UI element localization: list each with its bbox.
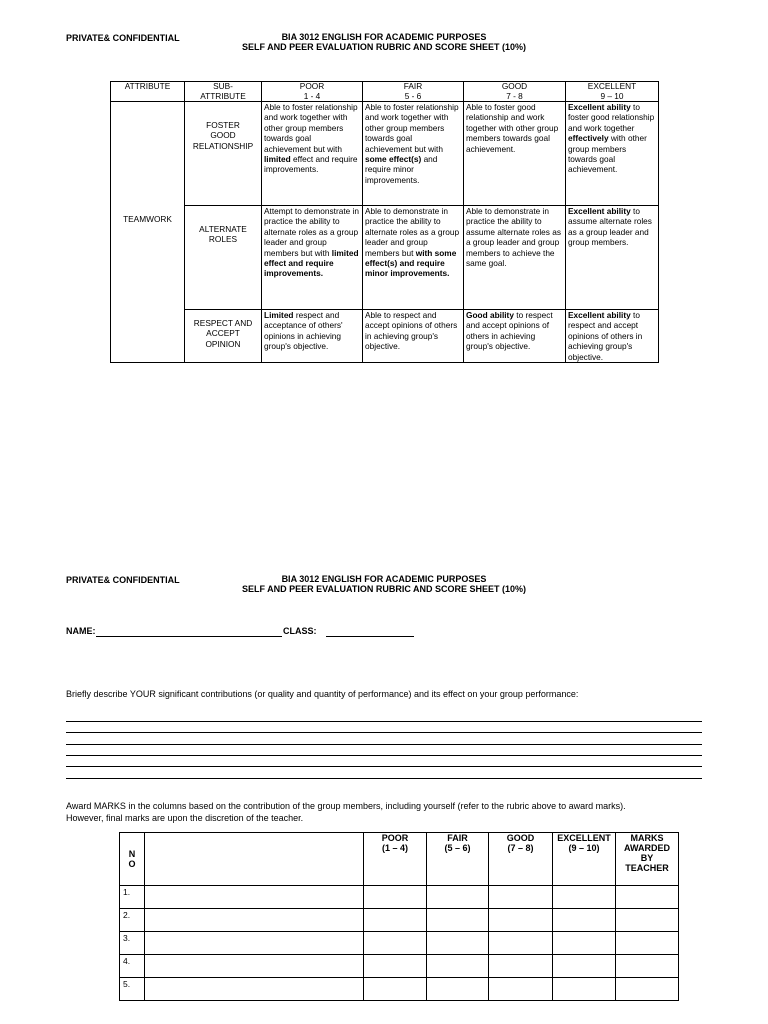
respect-poor-cell: [262, 310, 363, 363]
foster-fair-cell: [363, 102, 464, 206]
good-score-cell[interactable]: [489, 886, 553, 909]
excellent-header: [566, 82, 659, 102]
good-score-label: GOOD: [506, 833, 535, 843]
award-instructions: [66, 800, 626, 824]
cell-text: to assume alternate roles as a group leader and group members.: [568, 206, 652, 248]
table-row: [120, 932, 679, 955]
cell-text: with other group members towards goal achievement.: [568, 133, 647, 175]
good-score-cell[interactable]: [489, 978, 553, 1001]
excellent-score-label: EXCELLENT: [557, 833, 611, 843]
sub-attribute-line: ROLES: [208, 234, 238, 245]
good-score-cell[interactable]: [489, 955, 553, 978]
marks-header-line: MARKS: [630, 833, 664, 843]
rubric-header-row: [111, 82, 659, 102]
good-score-range: (7 – 8): [507, 843, 534, 853]
cell-text: to foster good relationship and work together: [568, 102, 655, 133]
attribute-header: ATTRIBUTE: [111, 82, 185, 102]
good-header: [464, 82, 566, 102]
respect-good-cell: [464, 310, 566, 363]
cell-text: Able to foster relationship and work together with other group members towards goal achievement but with: [264, 102, 358, 154]
table-row: [120, 886, 679, 909]
alternate-good-cell: Able to demonstrate in practice the ability to assume alternate roles as a group leader and group members to achieve the same goal.: [464, 206, 566, 310]
award-instructions-line1: Award MARKS in the columns based on the contribution of the group members, including yourself (refer to the rubric above to award marks).: [66, 801, 626, 811]
cell-emphasis: with some effect(s) and require minor improvements.: [365, 247, 457, 279]
fair-score-cell[interactable]: [427, 978, 489, 1001]
good-header-label: GOOD: [501, 81, 528, 91]
sub-attribute-respect: [185, 310, 262, 363]
confidential-label-2: PRIVATE& CONFIDENTIAL: [66, 575, 180, 585]
poor-score-cell[interactable]: [364, 978, 427, 1001]
rubric-row-alternate: [111, 206, 659, 310]
member-name-cell[interactable]: [145, 909, 364, 932]
answer-line[interactable]: [66, 744, 702, 745]
foster-good-cell: Able to foster good relationship and work together with other group members towards goal achievement.: [464, 102, 566, 206]
respect-excellent-cell: [566, 310, 659, 363]
cell-emphasis: Excellent ability: [568, 310, 631, 320]
rubric-title-2: SELF AND PEER EVALUATION RUBRIC AND SCORE SHEET (10%): [241, 584, 527, 594]
member-name-cell[interactable]: [145, 886, 364, 909]
rubric-row-respect: [111, 310, 659, 363]
cell-text: effect and require improvements.: [264, 154, 358, 175]
respect-fair-cell: Able to respect and accept opinions of others in achieving group's objective.: [363, 310, 464, 363]
name-field-line[interactable]: [96, 636, 282, 637]
sub-attribute-line: RELATIONSHIP: [192, 140, 254, 151]
cell-emphasis: limited: [264, 154, 291, 165]
poor-score-cell[interactable]: [364, 955, 427, 978]
no-header-line: O: [128, 859, 136, 869]
fair-score-cell[interactable]: [427, 932, 489, 955]
cell-emphasis: Limited: [264, 310, 294, 320]
poor-score-header: [364, 833, 427, 886]
good-score-header: [489, 833, 553, 886]
answer-line[interactable]: [66, 732, 702, 733]
fair-header-range: 5 - 6: [404, 90, 422, 101]
cell-emphasis: Good ability: [466, 310, 514, 320]
fair-score-range: (5 – 6): [444, 843, 471, 853]
poor-score-range: (1 – 4): [381, 843, 408, 853]
class-label: CLASS:: [283, 626, 317, 636]
member-name-cell[interactable]: [145, 978, 364, 1001]
sub-attribute-line: ALTERNATE: [199, 224, 247, 234]
sub-attribute-line: OPINION: [205, 338, 241, 349]
teacher-marks-cell[interactable]: [616, 955, 679, 978]
teacher-marks-cell[interactable]: [616, 886, 679, 909]
cell-text: Able to demonstrate in practice the ability to alternate roles as a group leader and group members but: [365, 206, 460, 258]
table-row: [120, 955, 679, 978]
cell-emphasis: Excellent ability: [568, 206, 631, 216]
excellent-score-cell[interactable]: [553, 886, 616, 909]
rubric-table: [110, 81, 659, 363]
marks-header-line: AWARDED: [623, 843, 670, 853]
marks-header-line: BY: [640, 853, 654, 863]
foster-excellent-cell: [566, 102, 659, 206]
fair-header: [363, 82, 464, 102]
teacher-marks-cell[interactable]: [616, 932, 679, 955]
sub-attribute-line: GOOD: [210, 130, 236, 141]
rubric-title: SELF AND PEER EVALUATION RUBRIC AND SCORE SHEET (10%): [241, 42, 527, 52]
excellent-score-range: (9 – 10): [568, 843, 600, 853]
cell-text: to respect and accept opinions of others in achieving group's objective.: [568, 310, 643, 362]
rubric-row-foster: [111, 102, 659, 206]
answer-line[interactable]: [66, 766, 702, 767]
poor-header-range: 1 - 4: [303, 90, 321, 101]
excellent-score-header: [553, 833, 616, 886]
poor-score-cell[interactable]: [364, 909, 427, 932]
cell-emphasis: Excellent ability: [568, 102, 631, 112]
cell-text: Able to foster relationship and work together with other group members towards goal achievement but with: [365, 102, 459, 154]
class-field-line[interactable]: [326, 636, 414, 637]
alternate-fair-cell: [363, 206, 464, 310]
row-number: 5.: [120, 978, 145, 1001]
member-name-cell[interactable]: [145, 955, 364, 978]
cell-text: Attempt to demonstrate in practice the ability to alternate roles as a group leader and group members but with: [264, 206, 360, 258]
poor-header: [262, 82, 363, 102]
member-name-header: [145, 833, 364, 886]
excellent-header-range: 9 – 10: [600, 90, 624, 101]
table-row: [120, 978, 679, 1001]
cell-text: and require minor improvements.: [365, 154, 438, 185]
course-title: BIA 3012 ENGLISH FOR ACADEMIC PURPOSES: [281, 32, 487, 42]
cell-emphasis: effectively: [568, 133, 609, 144]
row-number: 4.: [120, 955, 145, 978]
attribute-teamwork: TEAMWORK: [111, 102, 185, 363]
sub-attribute-header: [185, 82, 262, 102]
excellent-score-cell[interactable]: [553, 932, 616, 955]
no-header-line: N: [128, 849, 136, 859]
marks-awarded-header: [616, 833, 679, 886]
document-title: [184, 32, 584, 52]
poor-score-label: POOR: [381, 833, 409, 843]
cell-text: to respect and accept opinions of others in achieving group's objective.: [466, 310, 553, 352]
poor-score-cell[interactable]: [364, 932, 427, 955]
sub-attribute-line: RESPECT AND: [193, 318, 253, 328]
poor-header-label: POOR: [299, 81, 325, 91]
sub-attribute-foster: [185, 102, 262, 206]
excellent-score-cell[interactable]: [553, 955, 616, 978]
sub-attribute-header-line1: SUB-: [213, 81, 233, 91]
fair-score-cell[interactable]: [427, 955, 489, 978]
no-header: [120, 833, 145, 886]
sub-attribute-alternate: [185, 206, 262, 310]
fair-score-cell[interactable]: [427, 886, 489, 909]
good-header-range: 7 - 8: [506, 90, 523, 101]
cell-emphasis: limited effect and require improvements.: [264, 247, 359, 279]
teacher-marks-cell[interactable]: [616, 978, 679, 1001]
document-title-2: [184, 574, 584, 594]
row-number: 1.: [120, 886, 145, 909]
excellent-score-cell[interactable]: [553, 909, 616, 932]
answer-line[interactable]: [66, 755, 702, 756]
fair-score-cell[interactable]: [427, 909, 489, 932]
poor-score-cell[interactable]: [364, 886, 427, 909]
teacher-marks-cell[interactable]: [616, 909, 679, 932]
answer-line[interactable]: [66, 778, 702, 779]
excellent-header-label: EXCELLENT: [587, 81, 637, 91]
fair-score-label: FAIR: [447, 833, 468, 843]
cell-emphasis: some effect(s): [365, 154, 422, 165]
answer-line[interactable]: [66, 721, 702, 722]
fair-header-label: FAIR: [403, 81, 423, 91]
row-number: 3.: [120, 932, 145, 955]
member-name-cell[interactable]: [145, 932, 364, 955]
score-table: [119, 832, 679, 1001]
sub-attribute-line: ACCEPT: [206, 328, 240, 339]
alternate-poor-cell: [262, 206, 363, 310]
good-score-cell[interactable]: [489, 909, 553, 932]
award-instructions-line2: However, final marks are upon the discretion of the teacher.: [66, 813, 304, 823]
foster-poor-cell: [262, 102, 363, 206]
excellent-score-cell[interactable]: [553, 978, 616, 1001]
sub-attribute-header-line2: ATTRIBUTE: [200, 90, 246, 101]
cell-text: respect and acceptance of others' opinions in achieving group's objective.: [264, 310, 343, 352]
score-header-row: [120, 833, 679, 886]
course-title-2: BIA 3012 ENGLISH FOR ACADEMIC PURPOSES: [281, 574, 487, 584]
row-number: 2.: [120, 909, 145, 932]
fair-score-header: [427, 833, 489, 886]
describe-prompt: Briefly describe YOUR significant contributions (or quality and quantity of performance) and its effect on your group performance:: [66, 689, 579, 699]
name-label: NAME:: [66, 626, 96, 636]
sub-attribute-line: FOSTER: [206, 120, 240, 130]
marks-header-line: TEACHER: [625, 863, 669, 873]
good-score-cell[interactable]: [489, 932, 553, 955]
confidential-label: PRIVATE& CONFIDENTIAL: [66, 33, 180, 43]
table-row: [120, 909, 679, 932]
alternate-excellent-cell: [566, 206, 659, 310]
